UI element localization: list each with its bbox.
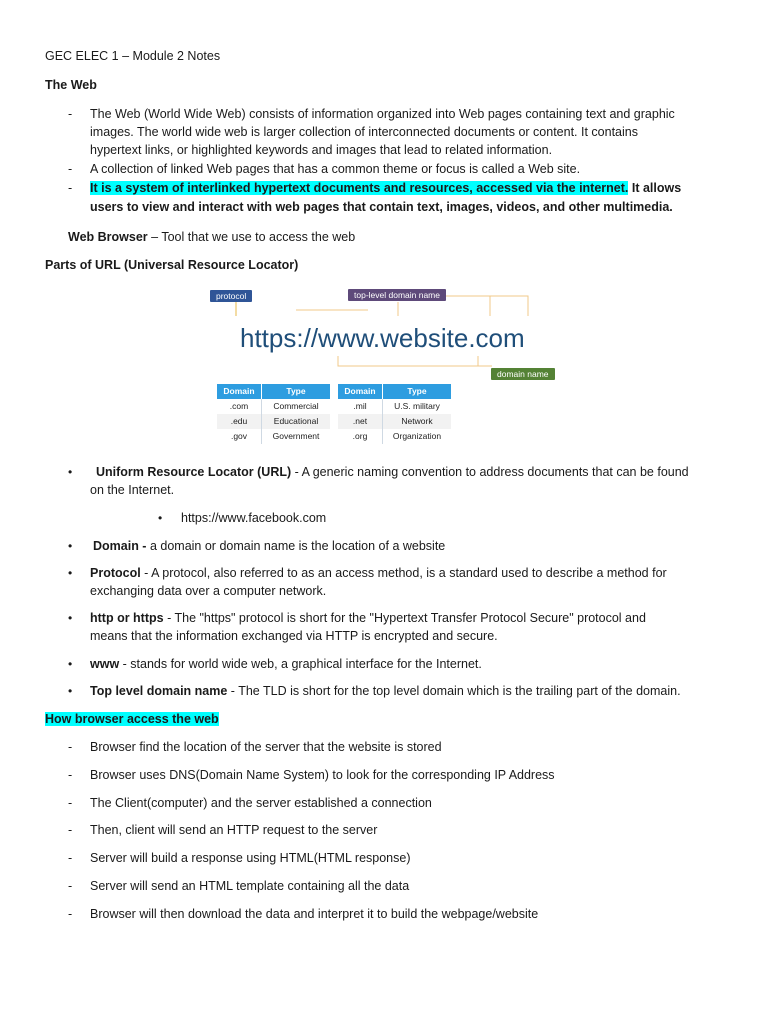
highlighted-text: It is a system of interlinked hypertext documents and resources, accessed via the internet. xyxy=(90,181,629,195)
column-header: Type xyxy=(262,384,331,399)
http-def: - The "https" protocol is short for the "Hypertext Transfer Protocol Secure" protocol and xyxy=(163,611,646,625)
table-row xyxy=(217,414,330,429)
table-header-row xyxy=(217,384,330,399)
http-term: http or https xyxy=(90,611,164,625)
domain-cell: .edu xyxy=(217,414,262,429)
table-row xyxy=(217,399,330,414)
table-row xyxy=(217,429,330,444)
url-item-line-2: on the Internet. xyxy=(90,483,175,497)
protocol-def: - A protocol, also referred to as an access method, is a standard used to describe a method for xyxy=(140,566,667,580)
browser-step: Browser uses DNS(Domain Name System) to look for the corresponding IP Address xyxy=(90,768,555,782)
type-cell: Organization xyxy=(383,429,452,444)
web-item-1-line-3: hypertext links, or highlighted keywords and images that lead to related information. xyxy=(90,143,553,157)
http-item-line-2: means that the information exchanged via HTTP is encrypted and secure. xyxy=(90,629,498,643)
www-term: www xyxy=(90,657,120,671)
tld-def: - The TLD is short for the top level domain which is the trailing part of the domain. xyxy=(227,684,681,698)
web-browser-line xyxy=(68,228,355,246)
web-item-3-rest: It allows xyxy=(628,181,682,195)
bullet-marker: • xyxy=(68,684,73,698)
bullet-marker: • xyxy=(158,511,163,525)
web-item-2: A collection of linked Web pages that has a common theme or focus is called a Web site. xyxy=(90,162,581,176)
tld-term: Top level domain name xyxy=(90,684,228,698)
browser-step: Then, client will send an HTTP request to the server xyxy=(90,823,378,837)
web-item-3-line-1 xyxy=(90,179,681,197)
dash-marker: - xyxy=(68,162,73,176)
bullet-marker: • xyxy=(68,657,73,671)
domain-table-left xyxy=(217,384,330,444)
browser-step: Server will send an HTML template containing all the data xyxy=(90,879,410,893)
table-row xyxy=(338,414,451,429)
url-example-text: https://www.website.com xyxy=(240,323,525,353)
dash-marker: - xyxy=(68,740,73,754)
dash-marker: - xyxy=(68,107,73,121)
type-cell: Commercial xyxy=(262,399,331,414)
dash-marker: - xyxy=(68,768,73,782)
type-cell: Government xyxy=(262,429,331,444)
web-item-1-line-2: images. The world wide web is larger collection of interconnected documents or content. It contains xyxy=(90,125,638,139)
dash-marker: - xyxy=(68,181,73,195)
web-heading: The Web xyxy=(45,78,97,92)
url-parts-figure xyxy=(208,286,560,454)
url-def: - A generic naming convention to address documents that can be found xyxy=(291,465,689,479)
web-item-1-line-1: The Web (World Wide Web) consists of information organized into Web pages containing text and graphic xyxy=(90,107,675,121)
tld-item xyxy=(90,682,681,700)
http-item-line-1 xyxy=(90,609,646,627)
column-header: Domain xyxy=(217,384,262,399)
protocol-term: Protocol xyxy=(90,566,141,580)
browser-heading xyxy=(45,710,219,728)
column-header: Domain xyxy=(338,384,383,399)
domain-def: a domain or domain name is the location of a website xyxy=(146,539,446,553)
document-title: GEC ELEC 1 – Module 2 Notes xyxy=(45,49,221,63)
browser-step: The Client(computer) and the server established a connection xyxy=(90,796,432,810)
browser-step: Server will build a response using HTML(HTML response) xyxy=(90,851,411,865)
dash-marker: - xyxy=(68,796,73,810)
bullet-marker: • xyxy=(68,611,73,625)
dash-marker: - xyxy=(68,823,73,837)
table-header-row xyxy=(338,384,451,399)
web-item-3-line-2: users to view and interact with web pages that contain text, images, videos, and other multimedia. xyxy=(90,200,673,214)
domain-term: Domain - xyxy=(93,539,147,553)
tld-label: top-level domain name xyxy=(348,289,446,301)
type-cell: Network xyxy=(383,414,452,429)
browser-heading-text: How browser access the web xyxy=(45,712,219,726)
protocol-item-line-1 xyxy=(90,564,667,582)
browser-step: Browser find the location of the server that the website is stored xyxy=(90,740,442,754)
browser-step: Browser will then download the data and interpret it to build the webpage/website xyxy=(90,907,539,921)
column-header: Type xyxy=(383,384,452,399)
protocol-item-line-2: exchanging data over a computer network. xyxy=(90,584,327,598)
domain-cell: .mil xyxy=(338,399,383,414)
bullet-marker: • xyxy=(68,566,73,580)
domain-cell: .gov xyxy=(217,429,262,444)
domain-cell: .org xyxy=(338,429,383,444)
bullet-marker: • xyxy=(68,465,73,479)
table-row xyxy=(338,399,451,414)
url-term: Uniform Resource Locator (URL) xyxy=(96,465,292,479)
www-item xyxy=(90,655,482,673)
domain-item xyxy=(93,537,445,555)
domain-table-right xyxy=(338,384,451,444)
domain-cell: .com xyxy=(217,399,262,414)
url-item-line-1 xyxy=(96,463,689,481)
www-def: - stands for world wide web, a graphical interface for the Internet. xyxy=(119,657,482,671)
dash-marker: - xyxy=(68,907,73,921)
dash-marker: - xyxy=(68,851,73,865)
type-cell: Educational xyxy=(262,414,331,429)
web-browser-term: Web Browser xyxy=(68,230,148,244)
domain-name-label: domain name xyxy=(491,368,555,380)
url-heading: Parts of URL (Universal Resource Locator) xyxy=(45,258,299,272)
type-cell: U.S. military xyxy=(383,399,452,414)
bullet-marker: • xyxy=(68,539,73,553)
dash-marker: - xyxy=(68,879,73,893)
protocol-label: protocol xyxy=(210,290,252,302)
table-row xyxy=(338,429,451,444)
url-example: https://www.facebook.com xyxy=(181,511,327,525)
web-browser-def: – Tool that we use to access the web xyxy=(147,230,356,244)
domain-cell: .net xyxy=(338,414,383,429)
